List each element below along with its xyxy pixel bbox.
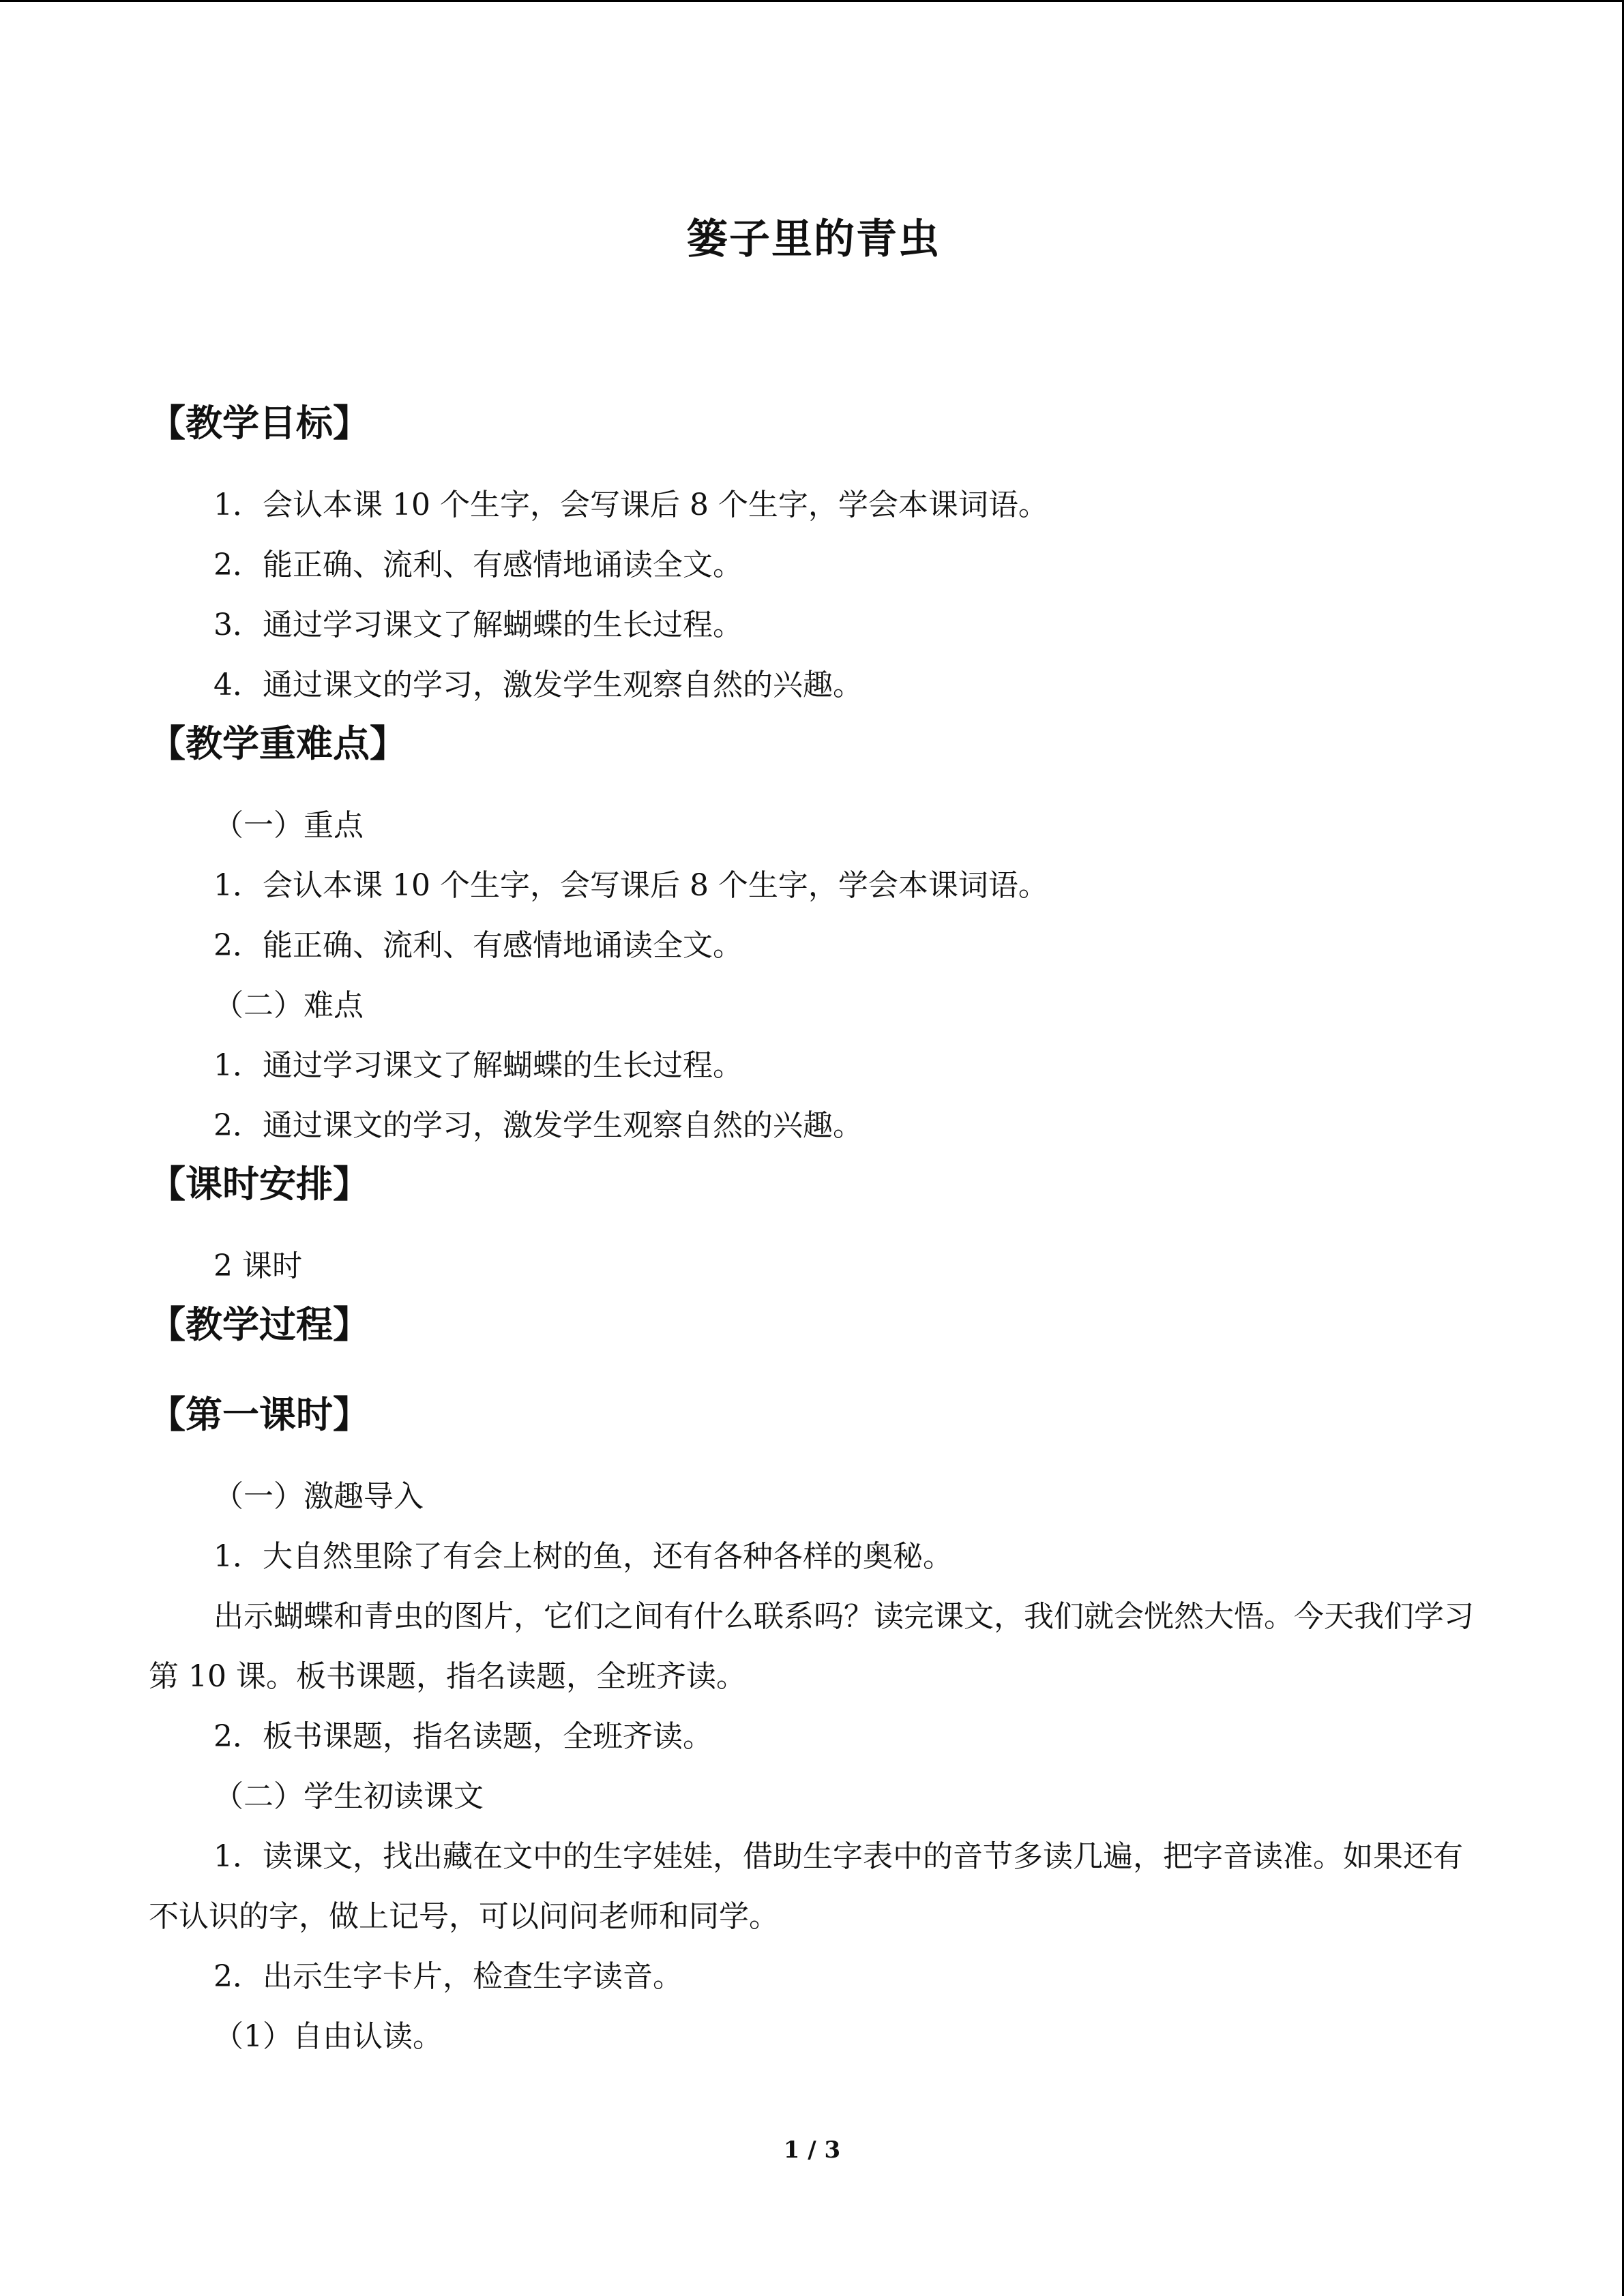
goal-item-3: 3．通过学习课文了解蝴蝶的生长过程。 — [213, 608, 743, 642]
part2-item-2: 2．出示生字卡片，检查生字读音。 — [213, 1959, 683, 1994]
goal-item-2: 2．能正确、流利、有感情地诵读全文。 — [213, 548, 743, 582]
heading-teaching-goals: 【教学目标】 — [149, 402, 370, 445]
difficult-points-label: （二）难点 — [213, 988, 364, 1023]
key-point-item-1: 1．会认本课 10 个生字，会写课后 8 个生字，学会本课词语。 — [213, 868, 1048, 903]
heading-schedule: 【课时安排】 — [149, 1163, 370, 1206]
key-point-item-2: 2．能正确、流利、有感情地诵读全文。 — [213, 928, 743, 963]
document-title: 篓子里的青虫 — [687, 215, 941, 263]
difficult-point-item-1: 1．通过学习课文了解蝴蝶的生长过程。 — [213, 1048, 743, 1083]
part1-item-2: 2．板书课题，指名读题，全班齐读。 — [213, 1719, 713, 1754]
document-content — [149, 207, 1479, 2067]
part2-item-1: 1．读课文，找出藏在文中的生字娃娃，借助生字表中的音节多读几遍，把字音读准。如果还有不认识的字，做上记号，可以问问老师和同学。 — [149, 1839, 1463, 1934]
heading-lesson-one: 【第一课时】 — [149, 1393, 370, 1436]
part2-item-3: （1）自由认读。 — [213, 2019, 443, 2054]
heading-key-difficult-points: 【教学重难点】 — [149, 722, 407, 765]
part2-label: （二）学生初读课文 — [213, 1779, 484, 1814]
heading-teaching-process: 【教学过程】 — [149, 1303, 370, 1346]
key-points-label: （一）重点 — [213, 808, 364, 843]
part1-label: （一）激趣导入 — [213, 1479, 424, 1514]
part1-paragraph: 出示蝴蝶和青虫的图片，它们之间有什么联系吗？读完课文，我们就会恍然大悟。今天我们学习第 10 课。板书课题，指名读题，全班齐读。 — [149, 1599, 1474, 1694]
schedule-text: 2 课时 — [213, 1249, 302, 1283]
page-number: 1 / 3 — [783, 2136, 841, 2164]
difficult-point-item-2: 2．通过课文的学习，激发学生观察自然的兴趣。 — [213, 1108, 863, 1143]
goal-item-4: 4．通过课文的学习，激发学生观察自然的兴趣。 — [213, 668, 863, 702]
part1-item-1: 1．大自然里除了有会上树的鱼，还有各种各样的奥秘。 — [213, 1539, 953, 1574]
goal-item-1: 1．会认本课 10 个生字，会写课后 8 个生字，学会本课词语。 — [213, 488, 1048, 522]
